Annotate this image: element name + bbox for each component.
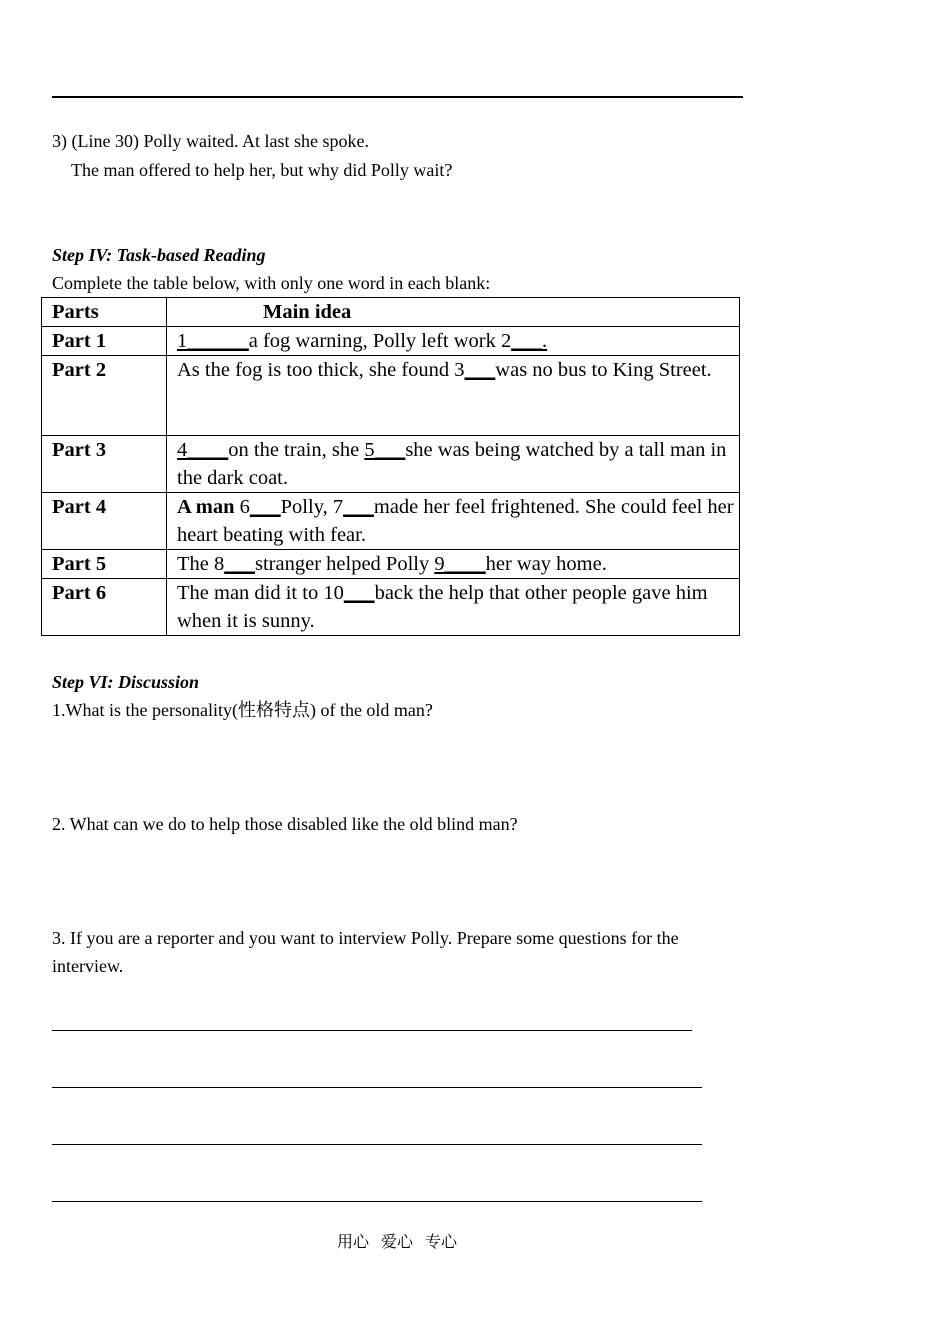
row-text: back the help that other people gave him when it is sunny. [177,582,708,632]
row-main-idea [167,356,740,436]
row-part-label: Part 5 [42,550,167,579]
table-row [42,356,740,436]
task-table [41,297,740,636]
answer-line [52,1144,702,1145]
row-text: . [541,330,548,352]
row-text: a fog warning, Polly left work 2 [248,330,512,352]
row-text: Polly, 7 [280,496,344,518]
row-text: As the fog is too thick, she found 3 [177,359,465,381]
row-part-label: Part 1 [42,327,167,356]
table-row [42,436,740,493]
row-text: The 8 [177,553,225,575]
discussion-q3-line2: interview. [52,956,124,976]
table-row [42,327,740,356]
row-part-label: Part 6 [42,579,167,636]
discussion-q2: 2. What can we do to help those disabled like the old blind man? [52,814,518,834]
header-parts: Parts [42,298,167,327]
question-3-line1: 3) (Line 30) Polly waited. At last she spoke. [52,131,369,151]
row-part-label: Part 2 [42,356,167,436]
row-text: made her feel frightened. She could feel her heart beating with fear. [177,496,734,546]
answer-blank: ___ [249,496,281,518]
answer-line [52,1201,702,1202]
table-header-row [42,298,740,327]
blank-number: 4 [177,439,188,461]
row-main-idea [167,436,740,493]
page-footer: 用心 爱心 专心 [337,1234,458,1251]
answer-blank: ___ [511,330,542,352]
answer-blank: ___ [464,359,496,381]
answer-blank: ___ [343,496,374,518]
discussion-q3-line1: 3. If you are a reporter and you want to interview Polly. Prepare some questions for the [52,928,679,948]
row-text: on the train, she [228,439,365,461]
table-row [42,550,740,579]
question-3-line2: The man offered to help her, but why did Polly wait? [71,160,453,180]
answer-blank: ______ [187,330,249,352]
row-text: stranger helped Polly [255,553,435,575]
answer-line [52,1087,702,1088]
step4-heading: Step IV: Task-based Reading [52,245,266,265]
step6-heading: Step VI: Discussion [52,672,200,692]
blank-number: 5 [364,439,375,461]
row-part-label: Part 3 [42,436,167,493]
step4-instruction: Complete the table below, with only one word in each blank: [52,273,491,293]
discussion-q1: 1.What is the personality(性格特点) of the old man? [52,700,433,720]
answer-line [52,1030,692,1031]
row-text: her way home. [485,553,607,575]
row-text: 6 [234,496,250,518]
row-text: she was being watched by a tall man in the dark coat. [177,439,727,489]
row-main-idea [167,579,740,636]
row-text: was no bus to King Street. [495,359,712,381]
table-row [42,493,740,550]
answer-blank: ___ [224,553,255,575]
row-text: The man did it to 10 [177,582,344,604]
row-text-bold: A man [177,496,235,518]
blank-number: 9 [434,553,445,575]
header-main-idea: Main idea [167,298,740,327]
answer-blank: ___ [343,582,375,604]
table-row [42,579,740,636]
row-main-idea [167,327,740,356]
row-part-label: Part 4 [42,493,167,550]
answer-blank: ___ [374,439,406,461]
row-main-idea [167,493,740,550]
answer-blank: ____ [187,439,229,461]
blank-number: 1 [177,330,188,352]
top-divider [52,96,743,98]
row-main-idea [167,550,740,579]
answer-blank: ____ [444,553,486,575]
